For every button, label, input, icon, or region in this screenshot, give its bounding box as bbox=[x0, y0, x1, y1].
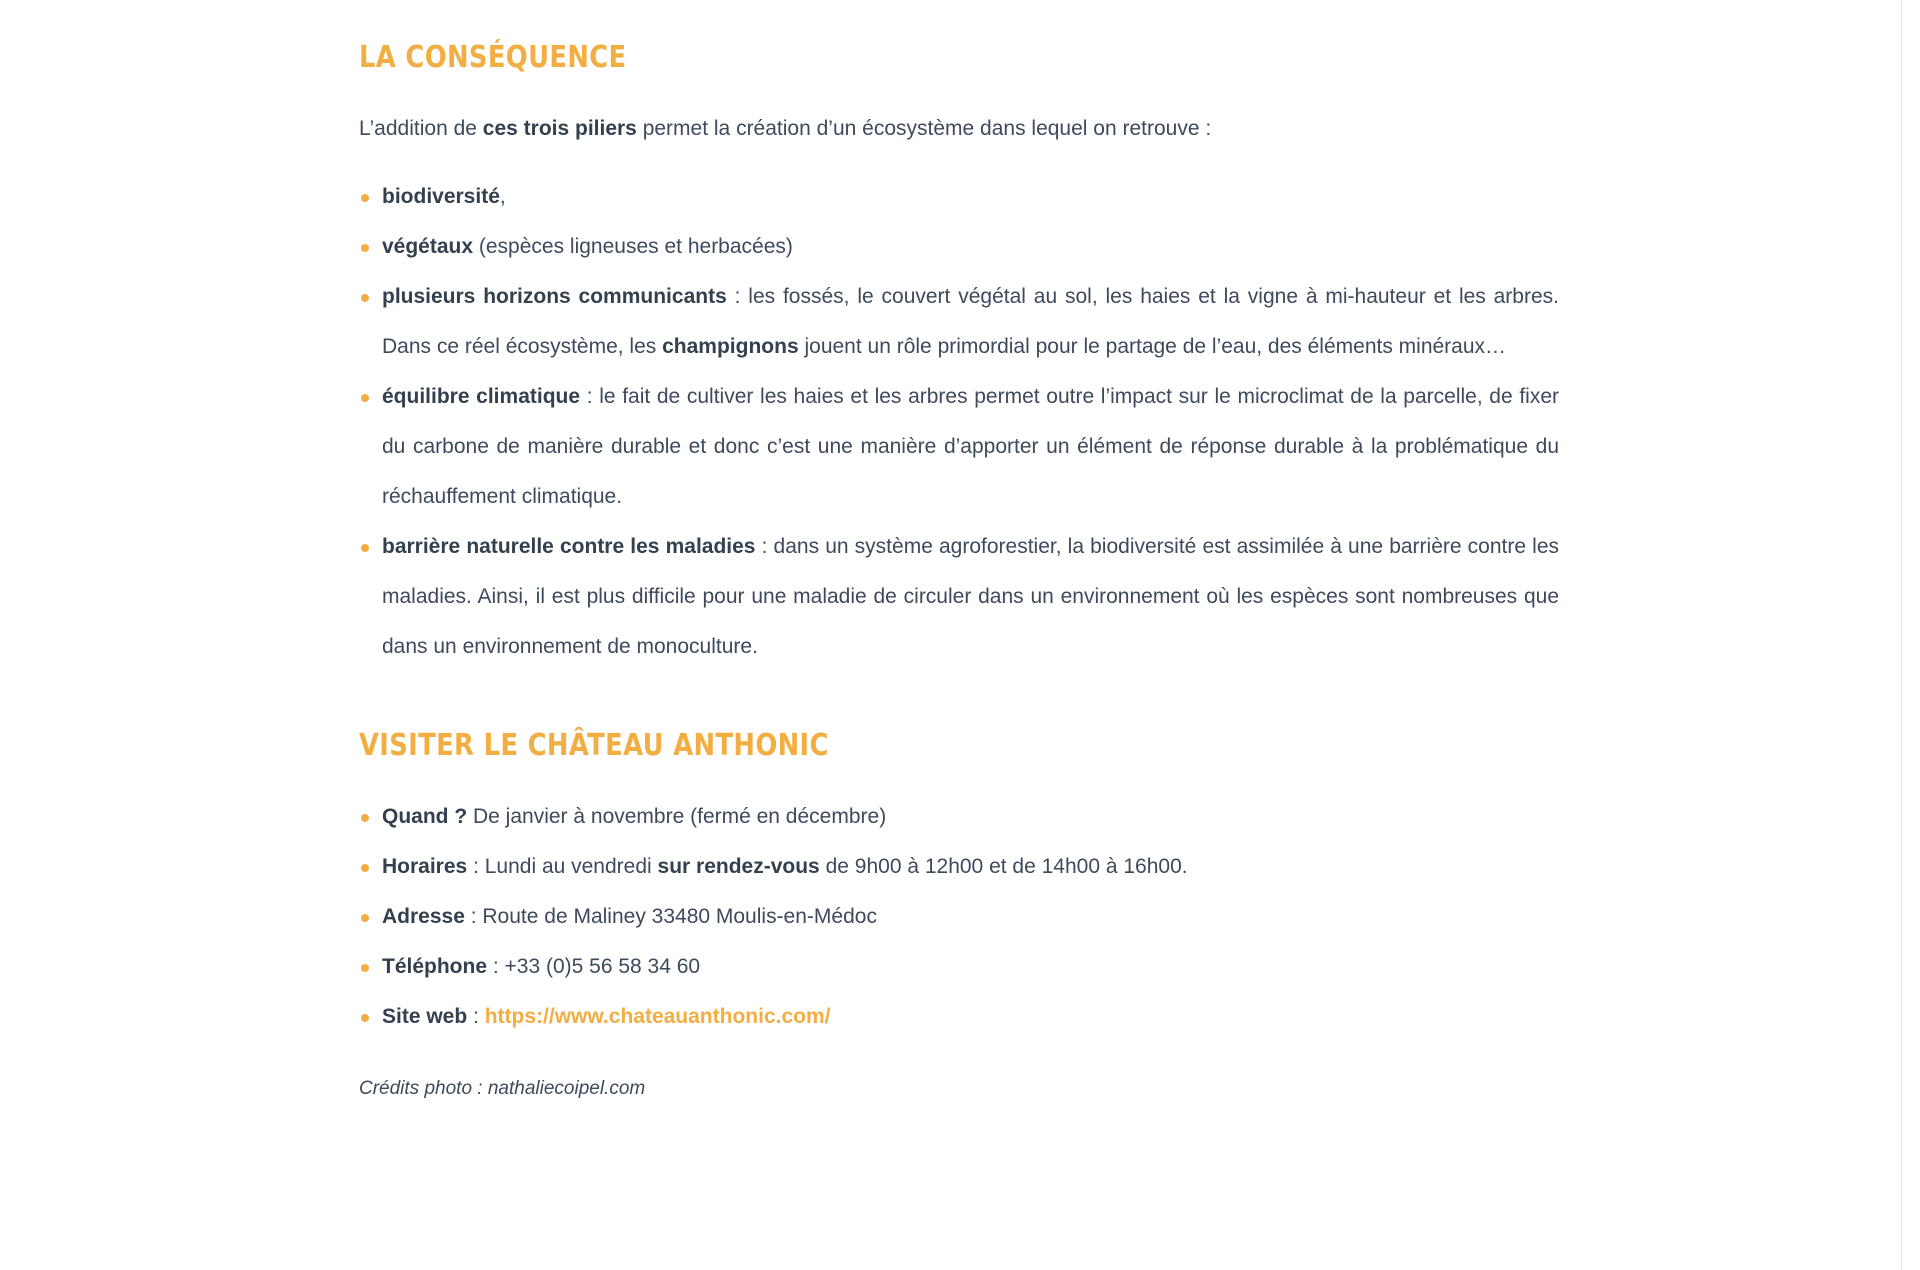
intro-bold-phrase: ces trois piliers bbox=[482, 117, 637, 140]
info-value-telephone: : +33 (0)5 56 58 34 60 bbox=[487, 955, 701, 979]
photo-credits: Crédits photo : nathaliecoipel.com bbox=[359, 1078, 646, 1100]
info-value-adresse: : Route de Maliney 33480 Moulis-en-Médoc bbox=[464, 905, 877, 929]
bullet-lead-term: barrière naturelle contre les maladies bbox=[382, 535, 756, 559]
section-heading-consequence: LA CONSÉQUENCE bbox=[359, 40, 627, 75]
list-item bbox=[359, 792, 1559, 842]
section-heading-visiter: VISITER LE CHÂTEAU ANTHONIC bbox=[359, 728, 829, 764]
bullet-text: : les fossés, le couvert végétal au sol, les haies et la vigne à mi-hauteur et les arbres. Dans ce réel écosystème, les bbox=[382, 285, 1559, 359]
info-value-quand: De janvier à novembre (fermé en décembre) bbox=[467, 805, 887, 829]
list-item bbox=[359, 892, 1559, 942]
bullet-text: : le fait de cultiver les haies et les arbres permet outre l’impact sur le microclimat de la parcelle, de fixer du carbone de manière durable et donc c’est une manière d’apporter un élément de réponse durable à la problématique du réchauffement climatique. bbox=[382, 385, 1559, 509]
list-item bbox=[359, 372, 1559, 522]
list-item bbox=[359, 272, 1559, 372]
list-item bbox=[359, 172, 1559, 222]
bullet-lead-term: végétaux bbox=[382, 235, 474, 259]
list-item bbox=[359, 222, 1559, 272]
list-item bbox=[359, 522, 1559, 672]
bullet-text: (espèces ligneuses et herbacées) bbox=[473, 235, 793, 259]
list-item bbox=[359, 842, 1559, 892]
bullet-lead-term: biodiversité bbox=[382, 185, 500, 209]
info-label-horaires: Horaires bbox=[382, 855, 468, 879]
article-content bbox=[359, 0, 1559, 1100]
website-link[interactable]: https://www.chateauanthonic.com/ bbox=[484, 1005, 831, 1029]
consequence-intro-paragraph bbox=[359, 114, 1559, 144]
bullet-lead-term: plusieurs horizons communicants bbox=[382, 285, 727, 309]
info-label-telephone: Téléphone bbox=[382, 955, 488, 979]
intro-text-after: permet la création d’un écosystème dans lequel on retrouve : bbox=[636, 117, 1212, 140]
visit-info-list bbox=[359, 792, 1559, 1042]
bullet-lead-term: équilibre climatique bbox=[382, 385, 581, 409]
info-value-horaires-bold: sur rendez-vous bbox=[657, 855, 820, 879]
intro-text-before: L’addition de bbox=[359, 117, 483, 140]
info-value-siteweb: : bbox=[467, 1005, 485, 1029]
bullet-text: , bbox=[499, 185, 506, 209]
bullet-inline-bold: champignons bbox=[662, 335, 799, 359]
consequence-bullet-list bbox=[359, 172, 1559, 672]
info-value-horaires: : Lundi au vendredi bbox=[467, 855, 658, 879]
list-item bbox=[359, 992, 1559, 1042]
info-value-horaires-continued: de 9h00 à 12h00 et de 14h00 à 16h00. bbox=[819, 855, 1188, 879]
info-label-quand: Quand ? bbox=[382, 805, 468, 829]
info-label-siteweb: Site web bbox=[382, 1005, 468, 1029]
bullet-text-continued: jouent un rôle primordial pour le partage de l’eau, des éléments minéraux… bbox=[798, 335, 1507, 359]
list-item bbox=[359, 942, 1559, 992]
page-right-edge bbox=[1901, 0, 1920, 1270]
bullet-text: : dans un système agroforestier, la biodiversité est assimilée à une barrière contre les maladies. Ainsi, il est plus difficile pour une maladie de circuler dans un environnement où les espèces sont nombreuses que dans un environnement de monoculture. bbox=[382, 535, 1560, 659]
info-label-adresse: Adresse bbox=[382, 905, 465, 929]
